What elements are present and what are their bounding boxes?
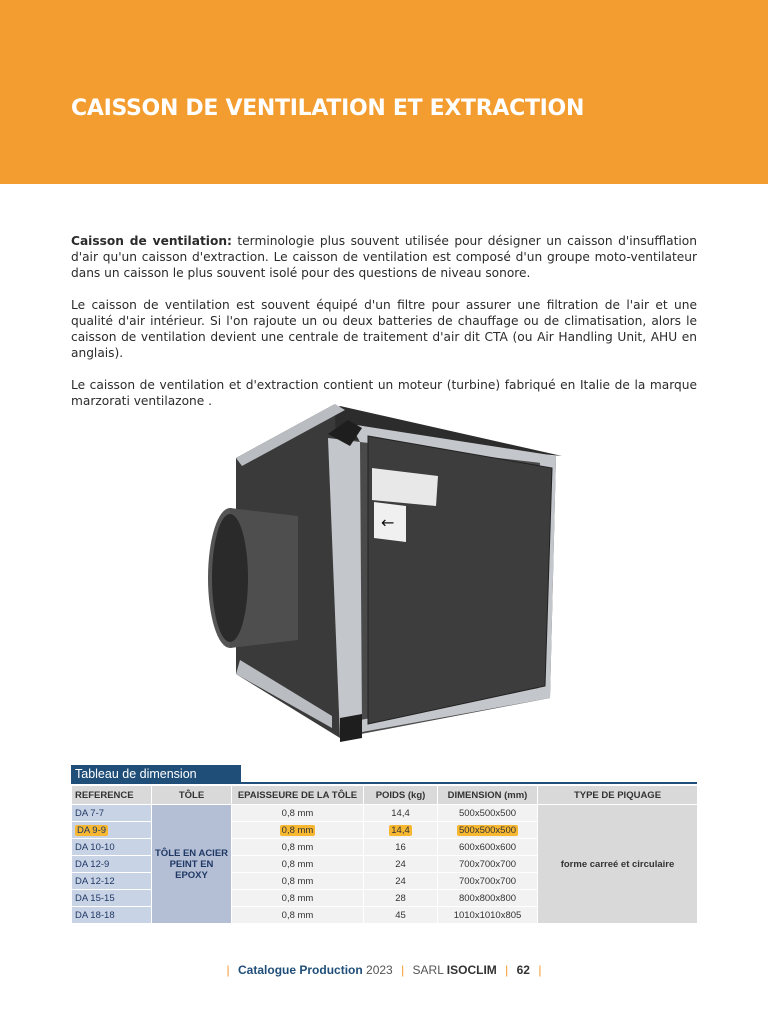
- header-banner: [0, 0, 768, 184]
- footer-separator: |: [226, 963, 230, 977]
- cell-dimension: 700x700x700: [438, 856, 538, 873]
- footer-catalogue: Catalogue Production: [238, 963, 363, 977]
- cell-poids: 28: [364, 890, 438, 907]
- cell-poids: 24: [364, 856, 438, 873]
- highlighted-reference: DA 9-9: [77, 824, 107, 836]
- ventilation-box-image: [200, 398, 568, 760]
- cell-dimension: 500x500x500: [438, 805, 538, 822]
- cell-reference: DA 15-15: [72, 890, 152, 907]
- cell-reference: DA 12-12: [72, 873, 152, 890]
- cell-poids: 24: [364, 873, 438, 890]
- corner-bracket-bottom: [340, 714, 362, 742]
- cell-reference: DA 7-7: [72, 805, 152, 822]
- header-reference: REFERENCE: [72, 786, 152, 805]
- footer-company-prefix: SARL: [412, 963, 444, 977]
- cell-reference: DA 10-10: [72, 839, 152, 856]
- footer-separator: |: [505, 963, 509, 977]
- paragraph-2: Le caisson de ventilation est souvent équipé d'un filtre pour assurer une filtration de l'air et une qualité d'air intérieur. Si l'on rajoute un ou deux batteries de chauffage ou de climatisation, alors le caisson de ventilation devient une centrale de traitement d'air dit CTA (ou Air Handling Unit, AHU en anglais).: [71, 298, 697, 360]
- arrow-left-icon: ←: [381, 513, 395, 532]
- footer-company: ISOCLIM: [446, 963, 497, 977]
- cell-poids: 14,4: [364, 805, 438, 822]
- header-dimension: DIMENSION (mm): [438, 786, 538, 805]
- cell-dimension: 700x700x700: [438, 873, 538, 890]
- paragraph-3: Le caisson de ventilation et d'extraction contient un moteur (turbine) fabriqué en Italie de la marque marzorati ventilazone .: [71, 378, 697, 408]
- cell-reference: [72, 822, 152, 839]
- footer-year: 2023: [366, 963, 393, 977]
- cell-reference: DA 12-9: [72, 856, 152, 873]
- paragraph-1: [71, 233, 697, 281]
- footer-separator: |: [538, 963, 542, 977]
- page-footer: [0, 963, 768, 977]
- header-piquage: TYPE DE PIQUAGE: [538, 786, 698, 805]
- duct-opening: [212, 514, 248, 642]
- cell-epaisseur: 0,8 mm: [232, 907, 364, 924]
- cell-dimension: 800x800x800: [438, 890, 538, 907]
- table-title-rule: [71, 782, 697, 784]
- dimension-table: [71, 785, 698, 924]
- cell-poids: 16: [364, 839, 438, 856]
- cell-epaisseur: 0,8 mm: [232, 890, 364, 907]
- highlighted-epaisseur: 0,8 mm: [281, 824, 314, 836]
- cell-dimension: [438, 822, 538, 839]
- cell-tole: TÔLE EN ACIER PEINT EN EPOXY: [152, 805, 232, 924]
- table-row: [72, 805, 698, 822]
- header-poids: POIDS (kg): [364, 786, 438, 805]
- cell-dimension: 1010x1010x805: [438, 907, 538, 924]
- header-tole: TÔLE: [152, 786, 232, 805]
- footer-page-number: 62: [516, 963, 530, 977]
- cell-piquage: forme carreé et circulaire: [538, 805, 698, 924]
- header-epaisseur: EPAISSEURE DE LA TÔLE: [232, 786, 364, 805]
- cell-epaisseur: 0,8 mm: [232, 805, 364, 822]
- paragraph-1-lead: Caisson de ventilation:: [71, 234, 232, 248]
- footer-separator: |: [401, 963, 405, 977]
- cell-epaisseur: [232, 822, 364, 839]
- cell-epaisseur: 0,8 mm: [232, 839, 364, 856]
- highlighted-poids: 14,4: [391, 824, 410, 836]
- intro-text: [71, 233, 697, 425]
- cell-epaisseur: 0,8 mm: [232, 856, 364, 873]
- table-title: Tableau de dimension: [71, 765, 241, 783]
- cell-poids: 45: [364, 907, 438, 924]
- cell-dimension: 600x600x600: [438, 839, 538, 856]
- cell-epaisseur: 0,8 mm: [232, 873, 364, 890]
- cell-poids: [364, 822, 438, 839]
- highlighted-dimension: 500x500x500: [458, 824, 517, 836]
- table-header-row: [72, 786, 698, 805]
- paragraph-1-text: terminologie plus souvent utilisée pour désigner un caisson d'insufflation d'air qu'un caisson d'extraction. Le caisson de ventilation est composé d'un groupe moto-ventilateur dans un caisson le plus souvent isolé pour des questions de niveau sonore.: [71, 234, 697, 280]
- cell-reference: DA 18-18: [72, 907, 152, 924]
- page-title: CAISSON DE VENTILATION ET EXTRACTION: [71, 96, 585, 121]
